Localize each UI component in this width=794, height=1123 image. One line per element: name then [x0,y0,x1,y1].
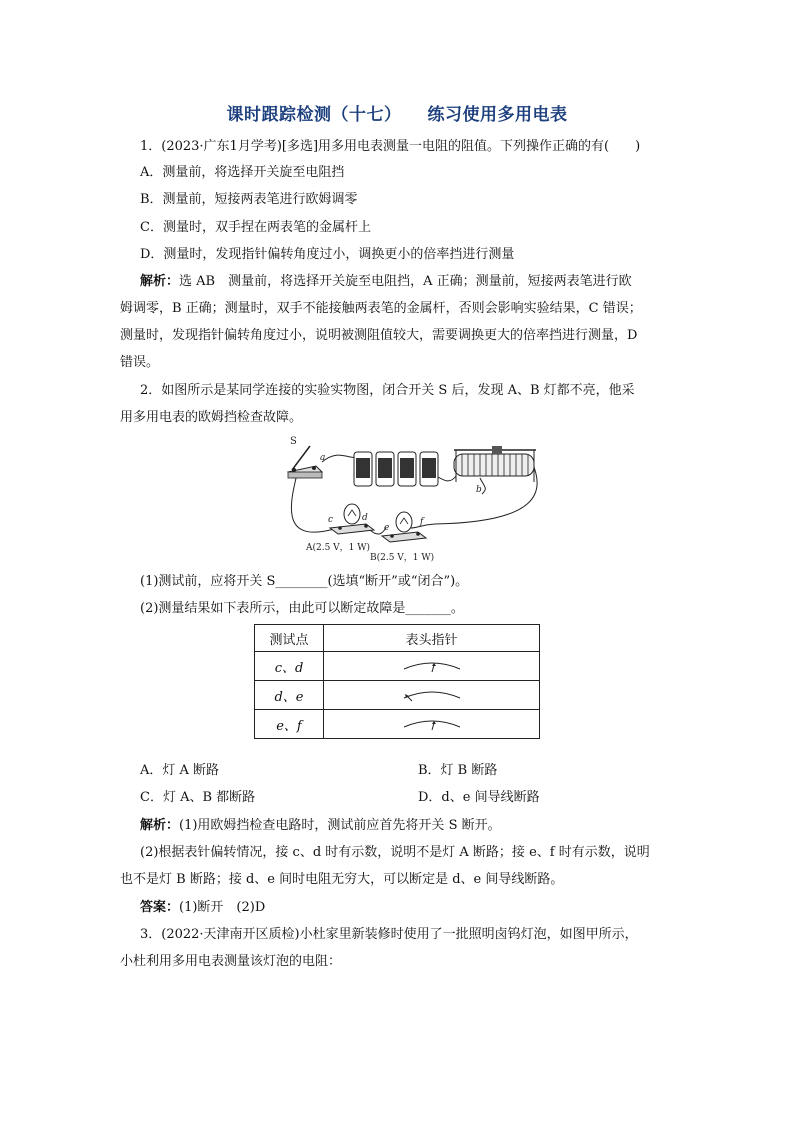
table-row [255,681,540,710]
q2-analysis [140,817,501,835]
pointer-deflected-icon [324,710,540,739]
table-row [255,710,540,739]
measurement-table [254,624,540,739]
q2-answer [140,899,265,917]
q2-stem-line2: 用多用电表的欧姆挡检查故障。 [120,410,303,425]
table-header-point: 测试点 [255,625,324,652]
circuit-figure [270,432,550,566]
q2-answer-label: 答案： [140,900,180,915]
table-row [255,652,540,681]
q2-analysis-label: 解析： [140,818,180,833]
q1-option-b: B．测量前，短接两表笔进行欧姆调零 [140,192,358,207]
q2-stem-line1: 2．如图所示是某同学连接的实验实物图，闭合开关 S 后，发现 A、B 灯都不亮，他采 [140,383,635,398]
q2-option-d: D．d、e 间导线断路 [418,790,540,805]
table-header-pointer: 表头指针 [324,625,540,652]
title-part1: 课时跟踪检测（十七） [226,105,402,125]
q2-analysis2-line2: 也不是灯 B 断路；接 d、e 间时电阻无穷大，可以断定是 d、e 间导线断路。 [120,872,564,887]
lamp-a-label: A(2.5 V，1 W) [306,543,371,553]
pointer-deflected-icon [324,652,540,681]
q1-analysis-line4: 错误。 [120,355,160,370]
point-c-label: c [328,515,334,525]
title-part2: 练习使用多用电表 [427,105,568,125]
q1-option-a: A．测量前，将选择开关旋至电阻挡 [140,165,345,180]
point-d-label: d [362,513,368,523]
q1-option-c: C．测量时，双手捏在两表笔的金属杆上 [140,220,371,235]
q1-analysis-line3: 测量时，发现指针偏转角度过小，说明被测阻值较大，需要调换更大的倍率挡进行测量，D [120,328,638,343]
table-cell-point: d、e [255,681,324,710]
q2-option-b: B．灯 B 断路 [418,763,498,778]
q2-sub2: (2)测量结果如下表所示，由此可以断定故障是_______。 [140,601,464,616]
q1-analysis-line2: 姆调零，B 正确；测量时，双手不能接触两表笔的金属杆，否则会影响实验结果，C 错误； [120,301,642,316]
q3-stem-line1: 3．(2022·天津南开区质检)小杜家里新装修时使用了一批照明卤钨灯泡，如图甲所示， [140,927,638,942]
q2-option-a: A．灯 A 断路 [140,763,220,778]
q1-stem: 1．(2023·广东1月学考)[多选]用多用电表测量一电阻的阻值。下列操作正确的有( ) [140,139,641,154]
q2-analysis1: (1)用欧姆挡检查电路时，测试前应首先将开关 S 断开。 [179,818,501,833]
q3-stem-line2: 小杜利用多用电表测量该灯泡的电阻： [120,954,342,969]
q1-analysis [140,273,632,291]
page-title [0,100,794,125]
point-e-label: e [384,523,390,533]
q2-sub1: (1)测试前，应将开关 S________(选填“断开”或“闭合”)。 [140,574,469,589]
q2-answer-text: (1)断开 (2)D [179,900,266,915]
q1-analysis-line1: 选 AB 测量前，将选择开关旋至电阻挡，A 正确；测量前，短接两表笔进行欧 [179,274,632,289]
q1-analysis-label: 解析： [140,274,180,289]
switch-label: S [290,436,297,447]
table-cell-point: e、f [255,710,324,739]
table-cell-point: c、d [255,652,324,681]
q2-option-c: C．灯 A、B 都断路 [140,790,256,805]
rheostat [454,446,536,482]
table-header-row [255,625,540,652]
point-f-label: f [420,517,424,527]
lamp-b-label: B(2.5 V，1 W) [370,553,435,563]
point-a-label: a [320,453,326,463]
q1-option-d: D．测量时，发现指针偏转角度过小，调换更小的倍率挡进行测量 [140,247,515,262]
battery-group [354,452,438,486]
point-b-label: b [476,485,482,495]
q2-analysis2-line1: (2)根据表针偏转情况，接 c、d 时有示数，说明不是灯 A 断路；接 e、f 时有示数，说明 [140,845,650,860]
pointer-undeflected-icon [324,681,540,710]
